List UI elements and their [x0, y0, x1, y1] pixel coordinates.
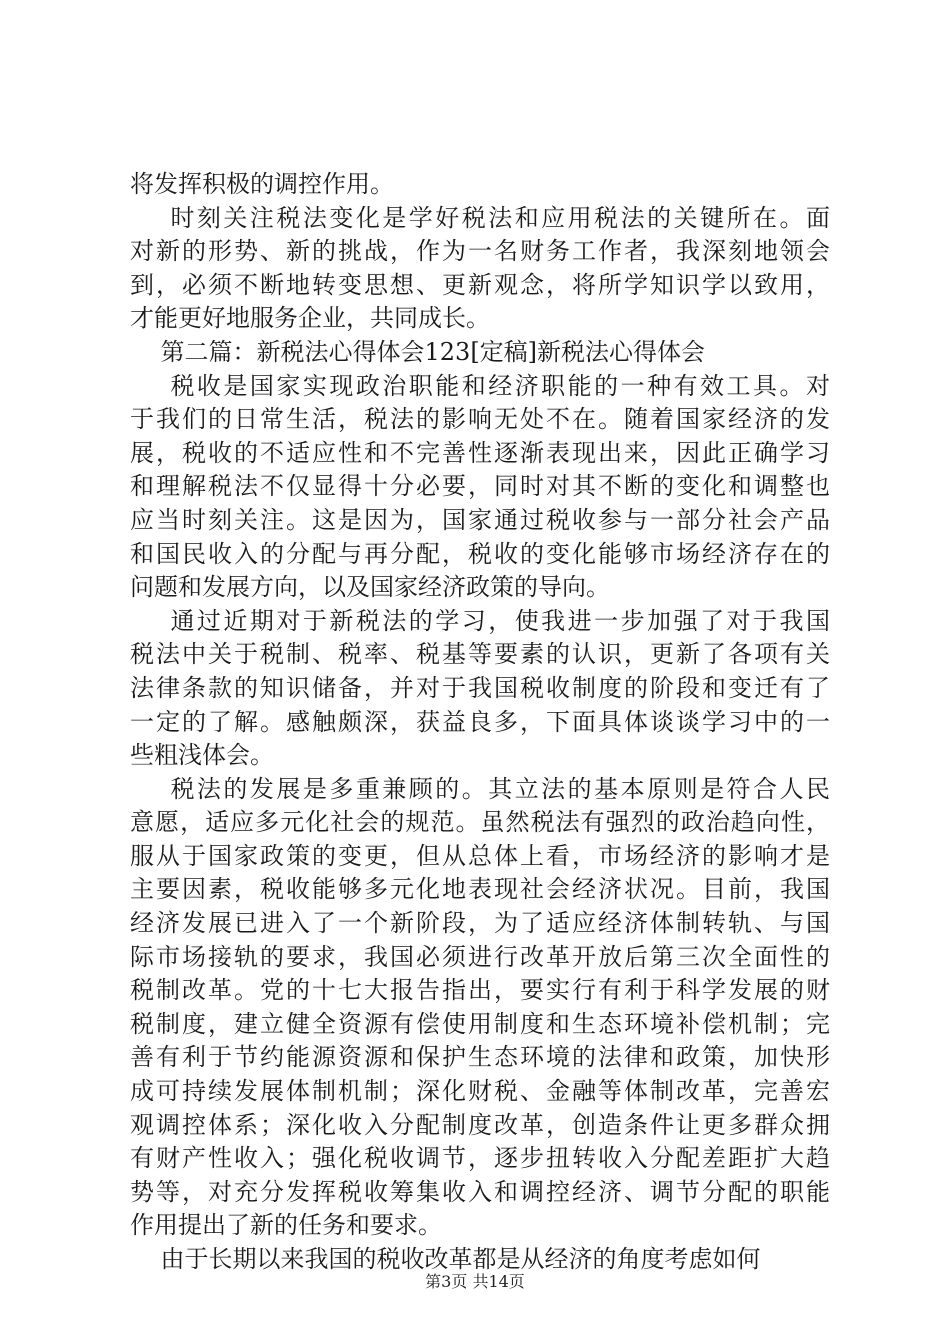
text-line: 和理解税法不仅显得十分必要，同时对其不断的变化和调整也: [130, 472, 830, 501]
text-line: 善有利于节约能源资源和保护生态环境的法律和政策，加快形: [130, 1043, 830, 1072]
text-line: 应当时刻关注。这是因为，国家通过税收参与一部分社会产品: [130, 505, 830, 534]
text-line: 意愿，适应多元化社会的规范。虽然税法有强烈的政治趋向性，: [130, 808, 830, 837]
text-line: 对新的形势、新的挑战，作为一名财务工作者，我深刻地领会: [130, 237, 830, 266]
text-line: 由于长期以来我国的税收改革都是从经济的角度考虑如何: [130, 1245, 761, 1273]
text-line: 际市场接轨的要求，我国必须进行改革开放后第三次全面性的: [130, 942, 830, 971]
text-line: 到，必须不断地转变思想、更新观念，将所学知识学以致用，: [130, 270, 830, 299]
text-line: 一定的了解。感触颇深，获益良多，下面具体谈谈学习中的一: [130, 707, 830, 736]
text-line: 展，税收的不适应性和不完善性逐渐表现出来，因此正确学习: [130, 438, 830, 467]
text-line: 势等，对充分发挥税收筹集收入和调控经济、调节分配的职能: [130, 1177, 830, 1206]
text-line: 税法中关于税制、税率、税基等要素的认识，更新了各项有关: [130, 640, 830, 669]
text-line: 和国民收入的分配与再分配，税收的变化能够市场经济存在的: [130, 539, 830, 568]
text-line: 税制改革。党的十七大报告指出，要实行有利于科学发展的财: [130, 976, 830, 1005]
text-line: 观调控体系；深化收入分配制度改革，创造条件让更多群众拥: [130, 1110, 830, 1139]
text-line: 时刻关注税法变化是学好税法和应用税法的关键所在。面: [130, 203, 830, 232]
text-line: 将发挥积极的调控作用。: [130, 170, 394, 198]
document-body: [130, 168, 830, 1277]
text-line: 经济发展已进入了一个新阶段，为了适应经济体制转轨、与国: [130, 909, 830, 938]
text-line: 于我们的日常生活，税法的影响无处不在。随着国家经济的发: [130, 405, 830, 434]
text-line: 成可持续发展体制机制；深化财税、金融等体制改革，完善宏: [130, 1077, 830, 1106]
text-line: 主要因素，税收能够多元化地表现社会经济状况。目前，我国: [130, 875, 830, 904]
text-line: 通过近期对于新税法的学习，使我进一步加强了对于我国: [130, 606, 830, 635]
section-heading: 第二篇：新税法心得体会123[定稿]新税法心得体会: [130, 337, 706, 366]
text-line: 服从于国家政策的变更，但从总体上看，市场经济的影响才是: [130, 841, 830, 870]
text-line: 税制度，建立健全资源有偿使用制度和生态环境补偿机制；完: [130, 1009, 830, 1038]
text-line: 才能更好地服务企业，共同成长。: [130, 304, 490, 333]
text-line: 作用提出了新的任务和要求。: [130, 1211, 442, 1240]
text-line: 税法的发展是多重兼顾的。其立法的基本原则是符合人民: [130, 774, 830, 803]
text-line: 法律条款的知识储备，并对于我国税收制度的阶段和变迁有了: [130, 673, 830, 702]
text-line: 有财产性收入；强化税收调节，逐步扭转收入分配差距扩大趋: [130, 1144, 830, 1173]
text-line: 问题和发展方向，以及国家经济政策的导向。: [130, 573, 610, 602]
text-line: 些粗浅体会。: [130, 741, 274, 770]
text-line: 税收是国家实现政治职能和经济职能的一种有效工具。对: [130, 371, 830, 400]
page-number: 第3页 共14页: [425, 1272, 525, 1291]
